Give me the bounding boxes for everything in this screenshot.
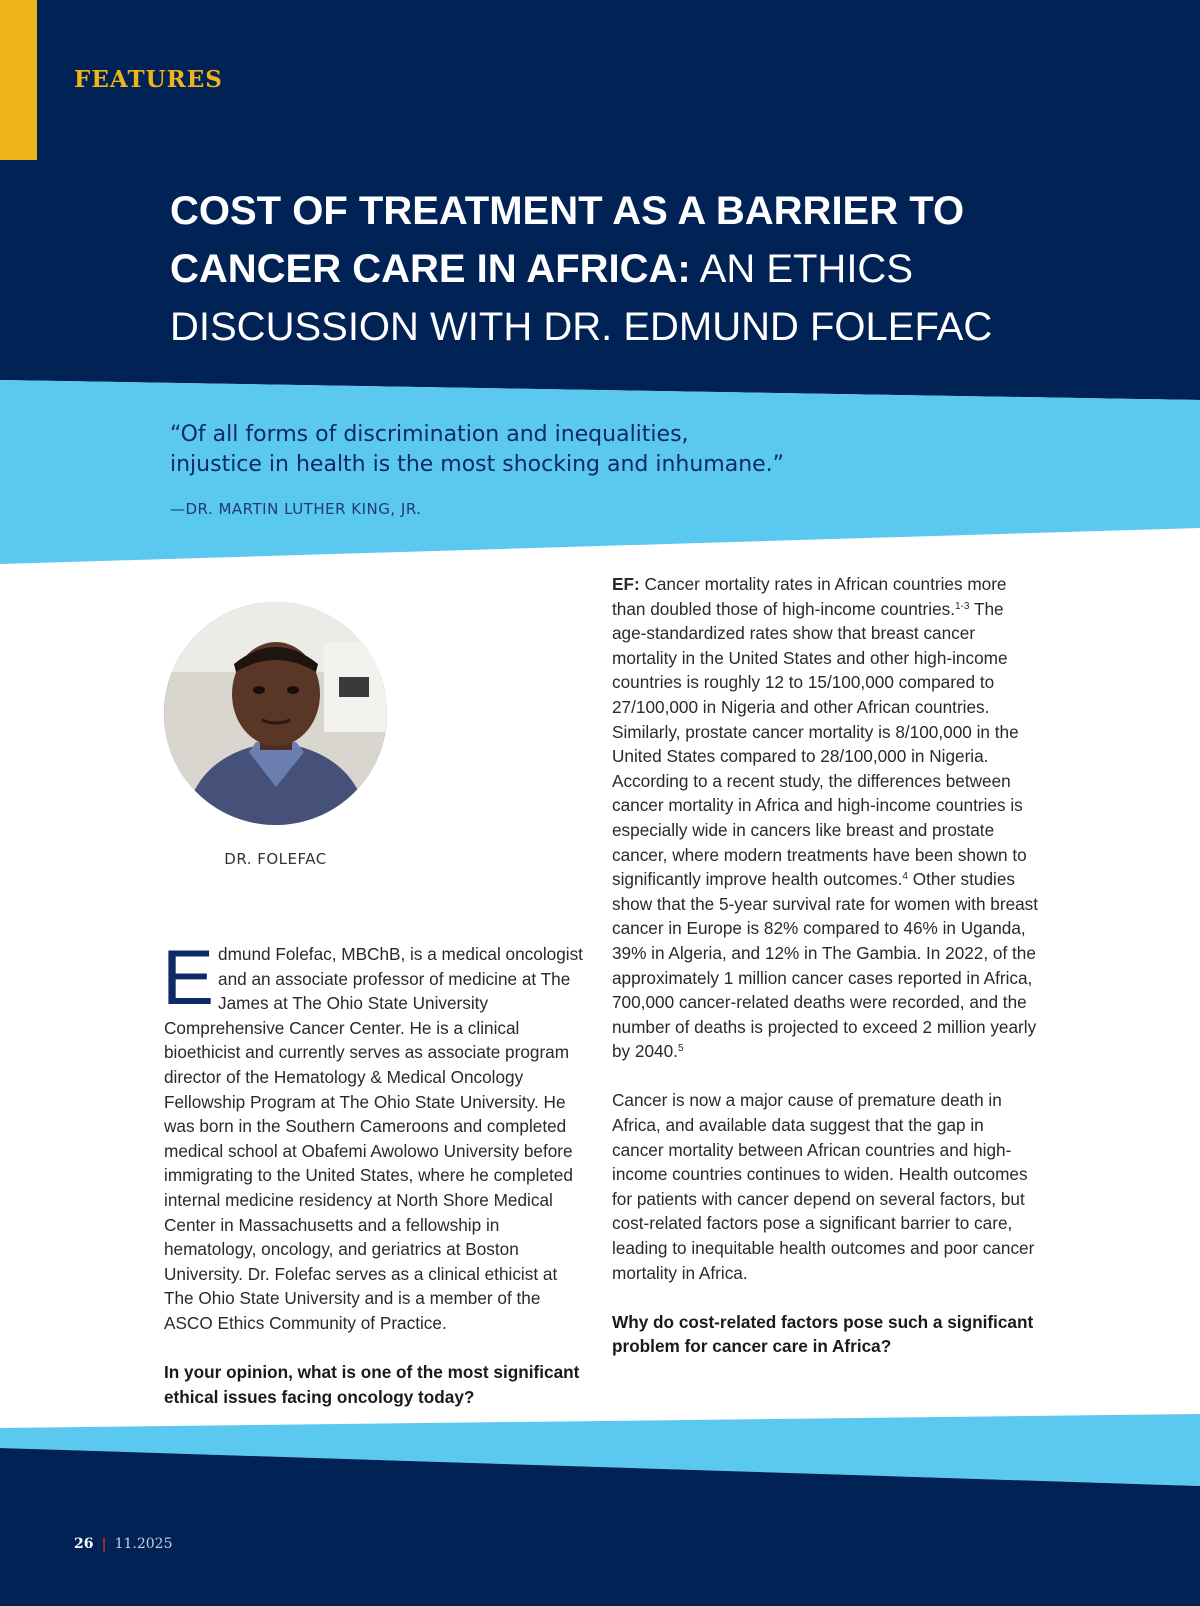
title-regular-part: AN ETHICS DISCUSSION WITH DR. EDMUND FOLEFAC bbox=[170, 247, 993, 349]
pull-quote bbox=[170, 420, 1070, 480]
answer-text-1c: Other studies show that the 5-year survival rate for women with breast cancer in Europe is 82% compared to 46% in Uganda, 39% in Algeria, and 12% in The Gambia. In 2022, of the approximately 1 million cancer cases reported in Africa, 700,000 cancer-related deaths were recorded, and the number of deaths is projected to exceed 2 million yearly by 2040. bbox=[612, 869, 1039, 1062]
reference-1-3: 1-3 bbox=[955, 600, 970, 612]
answer-text-1b: The age-standardized rates show that breast cancer mortality in the United States and other high-income countries is roughly 12 to 15/100,000 compared to 27/100,000 in Nigeria and other African countries. Similarly, prostate cancer mortality is 8/100,000 in the United States compared to 28/100,000 in Nigeria. According to a recent study, the differences between cancer mortality in Africa and high-income countries is especially wide in cancers like breast and prostate cancer, where modern treatments have been shown to significantly improve health outcomes. bbox=[612, 598, 1027, 890]
quote-line-1: “Of all forms of discrimination and inequalities, bbox=[170, 422, 689, 447]
title-bold-part: COST OF TREATMENT AS A BARRIER TO CANCER CARE IN AFRICA: bbox=[170, 189, 965, 291]
portrait-caption: DR. FOLEFAC bbox=[224, 850, 327, 868]
section-label: FEATURES bbox=[74, 66, 223, 93]
article-title bbox=[170, 182, 1110, 356]
portrait-photo bbox=[164, 602, 387, 825]
issue-date: 11.2025 bbox=[114, 1536, 173, 1552]
bio-paragraph bbox=[162, 933, 588, 1336]
quote-attribution: —DR. MARTIN LUTHER KING, JR. bbox=[170, 500, 422, 518]
answer-paragraph-1 bbox=[612, 572, 1040, 1064]
right-column bbox=[612, 572, 1040, 1359]
portrait-illustration bbox=[164, 602, 387, 825]
gold-accent-bar bbox=[0, 0, 37, 160]
interview-question-2: Why do cost-related factors pose such a significant problem for cancer care in Africa? bbox=[612, 1311, 1034, 1357]
reference-5: 5 bbox=[677, 1043, 684, 1055]
quote-line-2: injustice in health is the most shocking and inhumane.” bbox=[170, 452, 785, 477]
drop-cap: E bbox=[162, 933, 215, 1021]
answer-text-1a: Cancer mortality rates in African countries more than doubled those of high-income countries. bbox=[612, 574, 1007, 619]
speaker-initials: EF: bbox=[612, 574, 640, 594]
bio-text: dmund Folefac, MBChB, is a medical oncologist and an associate professor of medicine at The James at The Ohio State University Comprehensive Cancer Center. He is a clinical bioethicist and currently serves as associate program director of the Hematology & Medical Oncology Fellowship Program at The Ohio State University. He was born in the Southern Cameroons and completed medical school at Obafemi Awolowo University before immigrating to the United States, where he completed internal medicine residency at North Shore Medical Center in Massachusetts and a fellowship in hematology, oncology, and geriatrics at Boston University. Dr. Folefac serves as a clinical ethicist at The Ohio State University and is a member of the ASCO Ethics Community of Practice. bbox=[164, 944, 583, 1333]
page-footer bbox=[74, 1536, 172, 1552]
reference-4: 4 bbox=[902, 871, 908, 883]
footer-separator: | bbox=[101, 1536, 107, 1552]
answer-paragraph-2: Cancer is now a major cause of premature death in Africa, and available data suggest that the gap in cancer mortality between African countries and high-income countries continues to widen. Health outcomes for patients with cancer depend on several factors, but cost-related factors pose a significant barrier to care, leading to inequitable health outcomes and poor cancer mortality in Africa. bbox=[612, 1090, 1035, 1283]
left-column bbox=[162, 933, 588, 1409]
interview-question-1: In your opinion, what is one of the most significant ethical issues facing oncology today? bbox=[164, 1362, 580, 1407]
page-number: 26 bbox=[74, 1536, 94, 1552]
